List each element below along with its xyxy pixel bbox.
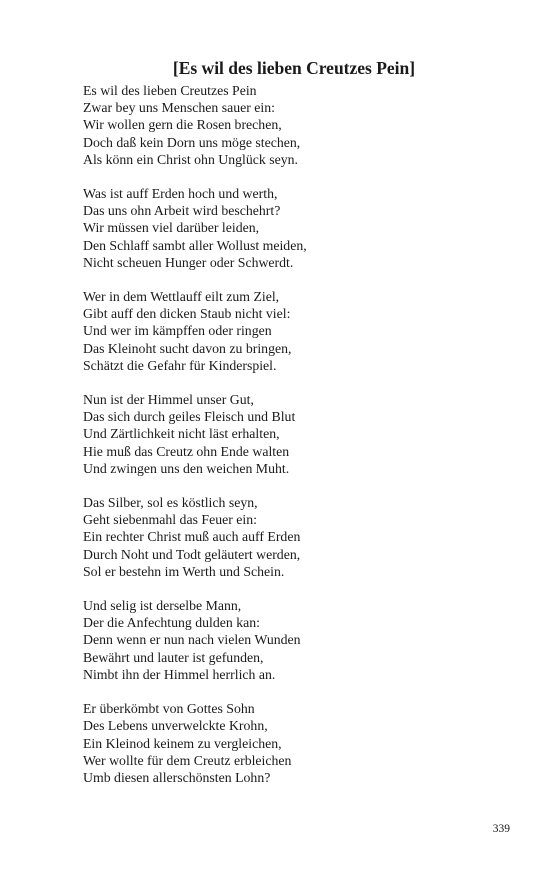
- poem-line: Er überkömbt von Gottes Sohn: [83, 701, 255, 717]
- poem-title: [Es wil des lieben Creutzes Pein]: [172, 58, 416, 78]
- poem-line: Doch daß kein Dorn uns möge stechen,: [83, 134, 301, 150]
- poem-line: Das sich durch geiles Fleisch und Blut: [83, 409, 296, 425]
- poem-line: Es wil des lieben Creutzes Pein: [83, 83, 257, 98]
- poem-line: Und wer im kämpffen oder ringen: [83, 323, 272, 339]
- poem-line: Den Schlaff sambt aller Wollust meiden,: [83, 237, 307, 253]
- poem-line: Wer in dem Wettlauff eilt zum Ziel,: [83, 289, 280, 305]
- poem-line: Das Kleinoht sucht davon zu bringen,: [83, 340, 292, 356]
- stanza: [83, 597, 503, 683]
- poem-line: Umb diesen allerschönsten Lohn?: [83, 769, 271, 785]
- poem-line: Denn wenn er nun nach vielen Wunden: [83, 632, 301, 648]
- poem-line: Durch Noht und Todt geläutert werden,: [83, 546, 301, 562]
- poem-line: Wir wollen gern die Rosen brechen,: [83, 117, 282, 133]
- poem-line: Gibt auff den dicken Staub nicht viel:: [83, 306, 291, 322]
- page-number: 339: [492, 823, 510, 835]
- poem-line: Bewährt und lauter ist gefunden,: [83, 649, 264, 665]
- poem-line: Nun ist der Himmel unser Gut,: [83, 392, 254, 408]
- poem-line: Der die Anfechtung dulden kan:: [83, 615, 261, 631]
- poem-line: Als könn ein Christ ohn Unglück seyn.: [83, 151, 298, 167]
- stanza: [83, 288, 503, 374]
- poem-line: Hie muß das Creutz ohn Ende walten: [83, 443, 290, 459]
- stanza: [83, 82, 503, 168]
- poem-body: [83, 82, 503, 803]
- poem-line: Ein rechter Christ muß auch auff Erden: [83, 529, 301, 545]
- poem-line: Nimbt ihn der Himmel herrlich an.: [83, 666, 276, 682]
- poem-line: Sol er bestehn im Werth und Schein.: [83, 563, 285, 579]
- stanza: [83, 700, 503, 786]
- poem-line: Was ist auff Erden hoch und werth,: [83, 186, 278, 202]
- poem-line: Und selig ist derselbe Mann,: [83, 598, 242, 614]
- poem-line: Schätzt die Gefahr für Kinderspiel.: [83, 357, 277, 373]
- poem-line: Wir müssen viel darüber leiden,: [83, 220, 260, 236]
- poem-line: Nicht scheuen Hunger oder Schwerdt.: [83, 254, 294, 270]
- poem-line: Und Zärtlichkeit nicht läst erhalten,: [83, 426, 280, 442]
- poem-line: Das Silber, sol es köstlich seyn,: [83, 495, 258, 511]
- poem-line: Das uns ohn Arbeit wird beschehrt?: [83, 203, 281, 219]
- poem-line: Zwar bey uns Menschen sauer ein:: [83, 100, 275, 116]
- poem-line: Wer wollte für dem Creutz erbleichen: [83, 752, 292, 768]
- stanza: [83, 185, 503, 271]
- stanza: [83, 391, 503, 477]
- poem-line: Und zwingen uns den weichen Muht.: [83, 460, 290, 476]
- poem-line: Des Lebens unverwelckte Krohn,: [83, 718, 268, 734]
- poem-line: Geht siebenmahl das Feuer ein:: [83, 512, 257, 528]
- stanza: [83, 494, 503, 580]
- poem-line: Ein Kleinod keinem zu vergleichen,: [83, 735, 282, 751]
